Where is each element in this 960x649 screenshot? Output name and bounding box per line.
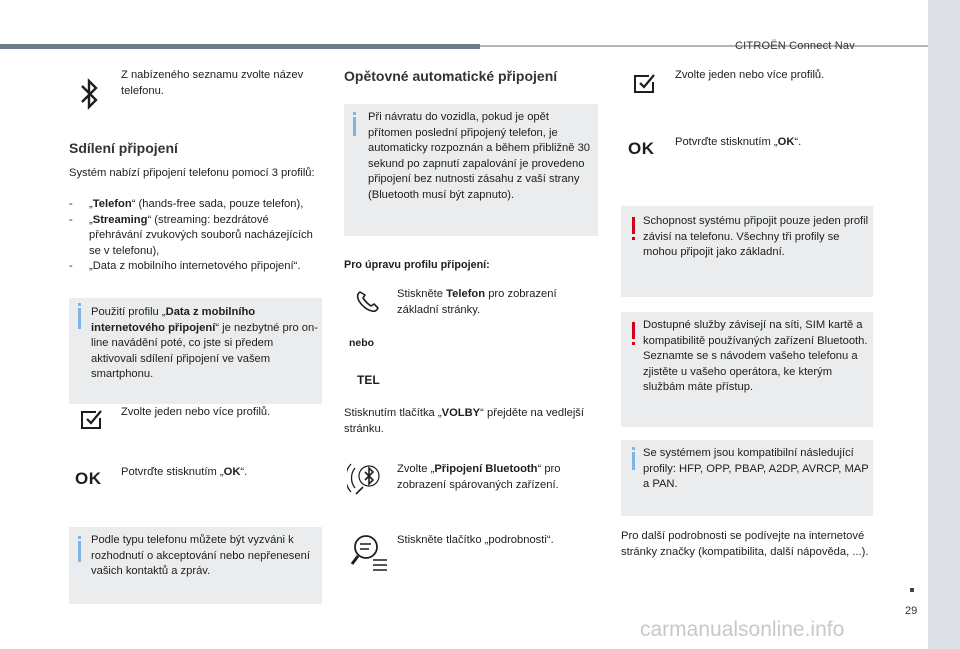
info-text: Při návratu do vozidla, pokud je opět přítomen poslední připojený telefon, je automaticky rozpoznán a během přibližně 30 sekund po zapnutí zapalování je provedeno připojení bez nutnosti zásahu z vaší strany (Bluetooth musí být zapnuto). bbox=[368, 111, 591, 201]
choose-phone-text: Z nabízeného seznamu zvolte název telefonu. bbox=[121, 69, 304, 97]
info-box-mobile-data bbox=[69, 298, 322, 404]
warning-box-services bbox=[621, 312, 873, 427]
page-edge-strip bbox=[928, 0, 960, 649]
info-text: Podle typu telefonu můžete být vyzváni k rozhodnutí o akceptování nebo nepřenesení vašich kontaktů a zpráv. bbox=[91, 534, 310, 578]
warning-box-profile bbox=[621, 206, 873, 297]
info-box-reconnect bbox=[344, 104, 598, 236]
bluetooth-connection-text: Zvolte „Připojení Bluetooth“ pro zobrazení spárovaných zařízení. bbox=[397, 463, 561, 491]
top-rule-light bbox=[480, 45, 928, 47]
info-icon bbox=[353, 117, 356, 136]
confirm-ok-text: Potvrďte stisknutím „OK“. bbox=[121, 466, 248, 478]
page-number: 29 bbox=[905, 605, 918, 617]
list-item: - „Telefon“ (hands-free sada, pouze telefon), bbox=[69, 198, 304, 210]
warning-icon bbox=[632, 322, 635, 339]
profiles-list bbox=[69, 197, 321, 275]
select-profiles-text: Zvolte jeden nebo více profilů. bbox=[121, 406, 271, 418]
details-search-icon bbox=[349, 532, 389, 576]
press-phone-text: Stiskněte Telefon pro zobrazení základní stránky. bbox=[397, 288, 557, 316]
tel-button-label: TEL bbox=[357, 373, 380, 387]
warning-text: Dostupné služby závisejí na síti, SIM kartě a kompatibilitě používaných zařízení Bluetooth. Seznamte se s návodem vašeho telefonu a zjistěte u vašeho operátora, ke kterým službám máte přístup. bbox=[643, 319, 868, 394]
options-text: Stisknutím tlačítka „VOLBY“ přejděte na vedlejší stránku. bbox=[344, 407, 585, 435]
ok-button-label: OK bbox=[628, 139, 655, 158]
watermark: carmanualsonline.info bbox=[640, 618, 845, 641]
or-label: nebo bbox=[349, 337, 375, 349]
info-text: Se systémem jsou kompatibilní následující profily: HFP, OPP, PBAP, A2DP, AVRCP, MAP a PAN. bbox=[643, 447, 869, 491]
phone-handset-icon bbox=[354, 288, 382, 314]
list-item: - „Streaming“ (streaming: bezdrátové přehrávání zvukových souborů nacházejících se v telefonu), bbox=[69, 213, 313, 257]
section-heading-sharing: Sdílení připojení bbox=[69, 140, 178, 156]
more-details-text: Pro další podrobnosti se podívejte na internetové stránky značky (kompatibilita, další nápověda, ...). bbox=[621, 530, 869, 558]
page-marker bbox=[910, 588, 914, 592]
subheading-modify-profile: Pro úpravu profilu připojení: bbox=[344, 259, 490, 271]
bluetooth-icon bbox=[79, 76, 101, 112]
info-icon bbox=[632, 452, 635, 470]
info-box-contacts bbox=[69, 527, 322, 604]
profiles-intro: Systém nabízí připojení telefonu pomocí 3 profilů: bbox=[69, 167, 315, 179]
select-profiles-text: Zvolte jeden nebo více profilů. bbox=[675, 69, 825, 81]
info-box-profiles bbox=[621, 440, 873, 516]
page-header: CITROËN Connect Nav bbox=[735, 40, 855, 52]
warning-icon bbox=[632, 217, 635, 234]
bluetooth-connection-icon bbox=[347, 458, 389, 500]
checkbox-icon bbox=[80, 410, 102, 430]
info-text: Použití profilu „Data z mobilního internetového připojení“ je nezbytné pro on-line navádění poté, co jste si předem aktivovali sdílení připojení ve vašem smartphonu. bbox=[91, 306, 318, 381]
info-icon bbox=[78, 541, 81, 562]
top-rule-dark bbox=[0, 44, 480, 49]
info-icon bbox=[78, 308, 81, 329]
section-heading-reconnect: Opětovné automatické připojení bbox=[344, 68, 558, 84]
warning-text: Schopnost systému připojit pouze jeden profil závisí na telefonu. Všechny tři profily se mohou připojit jako základní. bbox=[643, 215, 869, 259]
ok-button-label: OK bbox=[75, 469, 102, 488]
checkbox-icon bbox=[633, 74, 655, 94]
list-item: - „Data z mobilního internetového připojení“. bbox=[69, 260, 301, 273]
details-text: Stiskněte tlačítko „podrobnosti“. bbox=[397, 534, 554, 546]
confirm-ok-text: Potvrďte stisknutím „OK“. bbox=[675, 136, 802, 148]
